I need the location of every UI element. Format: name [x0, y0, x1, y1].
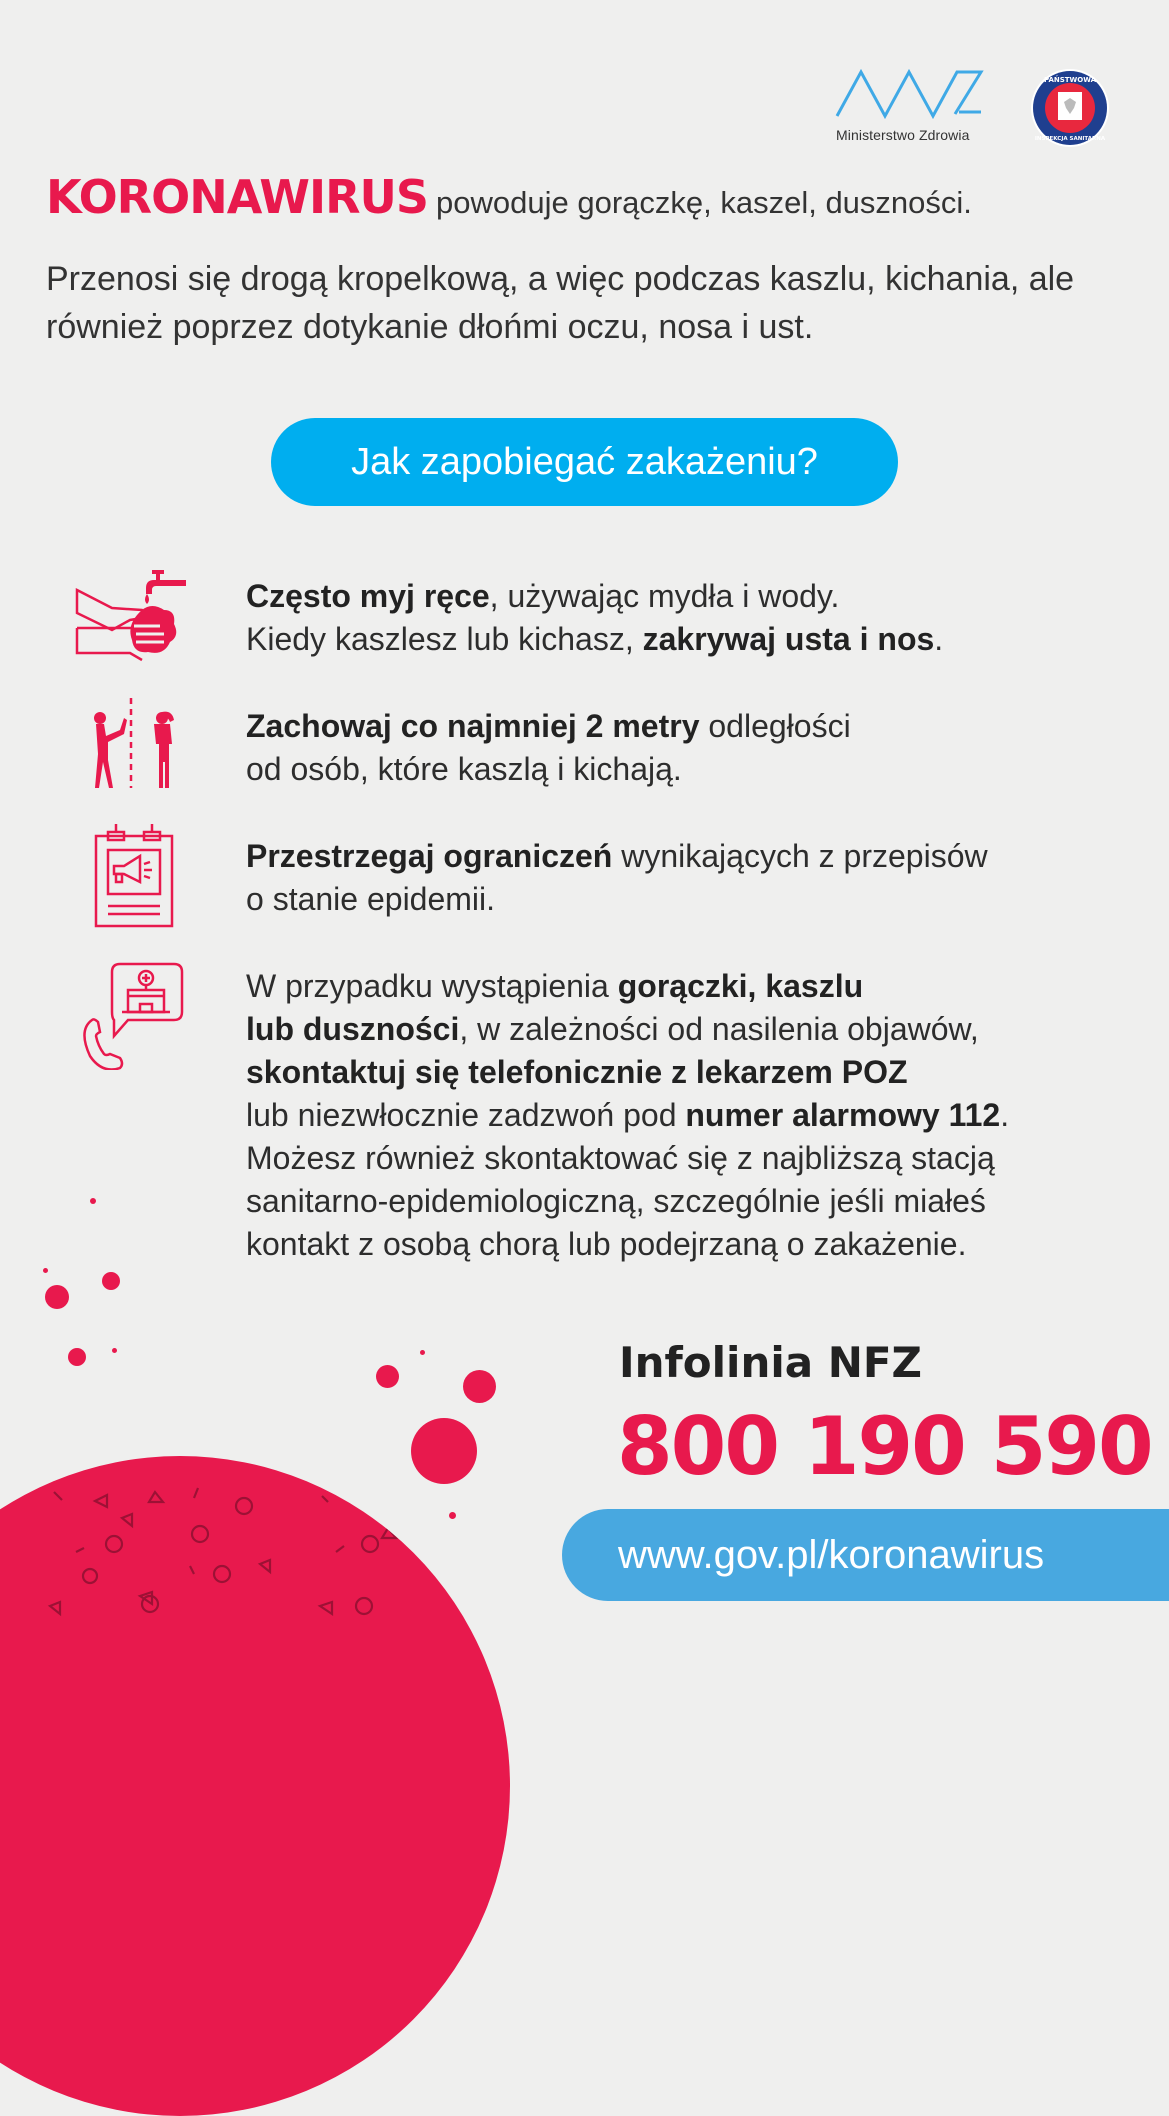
decorative-droplet: [420, 1350, 425, 1355]
decorative-droplet: [449, 1512, 456, 1519]
notice-board-megaphone-icon: [94, 822, 174, 928]
item-text: Kiedy kaszlesz lub kichasz,: [246, 621, 643, 657]
decorative-virus-circle: [0, 1456, 510, 2116]
item-bold: gorączki, kaszlu: [617, 968, 864, 1004]
decorative-droplet: [43, 1268, 48, 1273]
headline-rest: powoduje gorączkę, kaszel, duszności.: [436, 185, 972, 220]
item-bold: Zachowaj co najmniej 2 metry: [246, 708, 700, 744]
website-link[interactable]: [562, 1509, 1169, 1601]
svg-text:INSPEKCJA SANITARNA: INSPEKCJA SANITARNA: [1034, 136, 1106, 142]
item-text: .: [1000, 1097, 1010, 1133]
prevention-item-contact-doctor: [246, 965, 1009, 1266]
prevention-item-distance: [246, 705, 851, 791]
decorative-droplet: [376, 1365, 399, 1388]
item-bold: Przestrzegaj ograniczeń: [246, 838, 613, 874]
prevention-item-restrictions: [246, 835, 988, 921]
item-text: sanitarno-epidemiologiczną, szczególnie jeśli miałeś: [246, 1183, 986, 1219]
decorative-droplet: [68, 1348, 86, 1366]
item-text: od osób, które kaszlą i kichają.: [246, 751, 682, 787]
headline-keyword: KORONAWIRUS: [46, 170, 428, 224]
item-text: , w zależności od nasilenia objawów,: [459, 1011, 979, 1047]
item-text: kontakt z osobą chorą lub podejrzaną o zakażenie.: [246, 1226, 967, 1262]
decorative-droplet: [463, 1370, 496, 1403]
item-text: W przypadku wystąpienia: [246, 968, 618, 1004]
ministry-logo-text: Ministerstwo Zdrowia: [836, 127, 970, 143]
item-text: odległości: [699, 708, 851, 744]
prevention-title-banner: Jak zapobiegać zakażeniu?: [271, 418, 898, 506]
item-text: wynikających z przepisów: [612, 838, 988, 874]
phone-clinic-icon: [80, 960, 185, 1070]
item-text: .: [934, 621, 944, 657]
handwashing-icon: [72, 568, 190, 668]
prevention-item-handwashing: [246, 575, 943, 661]
decorative-droplet: [102, 1272, 120, 1290]
virus-pattern: [0, 1456, 510, 2116]
item-text: o stanie epidemii.: [246, 881, 496, 917]
item-text: Możesz również skontaktować się z najbliższą stacją: [246, 1140, 995, 1176]
sanitary-inspection-logo: [1030, 68, 1110, 148]
website-url[interactable]: www.gov.pl/koronawirus: [618, 1532, 1045, 1577]
decorative-droplet: [411, 1418, 477, 1484]
item-bold: zakrywaj usta i nos: [642, 621, 935, 657]
intro-paragraph: Przenosi się drogą kropelkową, a więc podczas kaszlu, kichania, ale również poprzez dotykanie dłońmi oczu, nosa i ust.: [46, 260, 1075, 346]
decorative-droplet: [112, 1348, 117, 1353]
item-bold: Często myj ręce: [246, 578, 490, 614]
hotline-number[interactable]: 800 190 590: [617, 1400, 1152, 1493]
social-distance-icon: [90, 696, 180, 790]
item-bold: skontaktuj się telefonicznie z lekarzem POZ: [246, 1054, 908, 1090]
svg-text:PAŃSTWOWA: PAŃSTWOWA: [1043, 76, 1097, 84]
headline: [46, 170, 972, 224]
item-text: lub niezwłocznie zadzwoń pod: [246, 1097, 686, 1133]
hotline-label: Infolinia NFZ: [619, 1338, 923, 1387]
item-bold: lub duszności: [246, 1011, 460, 1047]
decorative-droplet: [90, 1198, 96, 1204]
decorative-droplet: [45, 1285, 69, 1309]
item-bold: numer alarmowy 112: [685, 1097, 1001, 1133]
item-text: , używając mydła i wody.: [489, 578, 840, 614]
